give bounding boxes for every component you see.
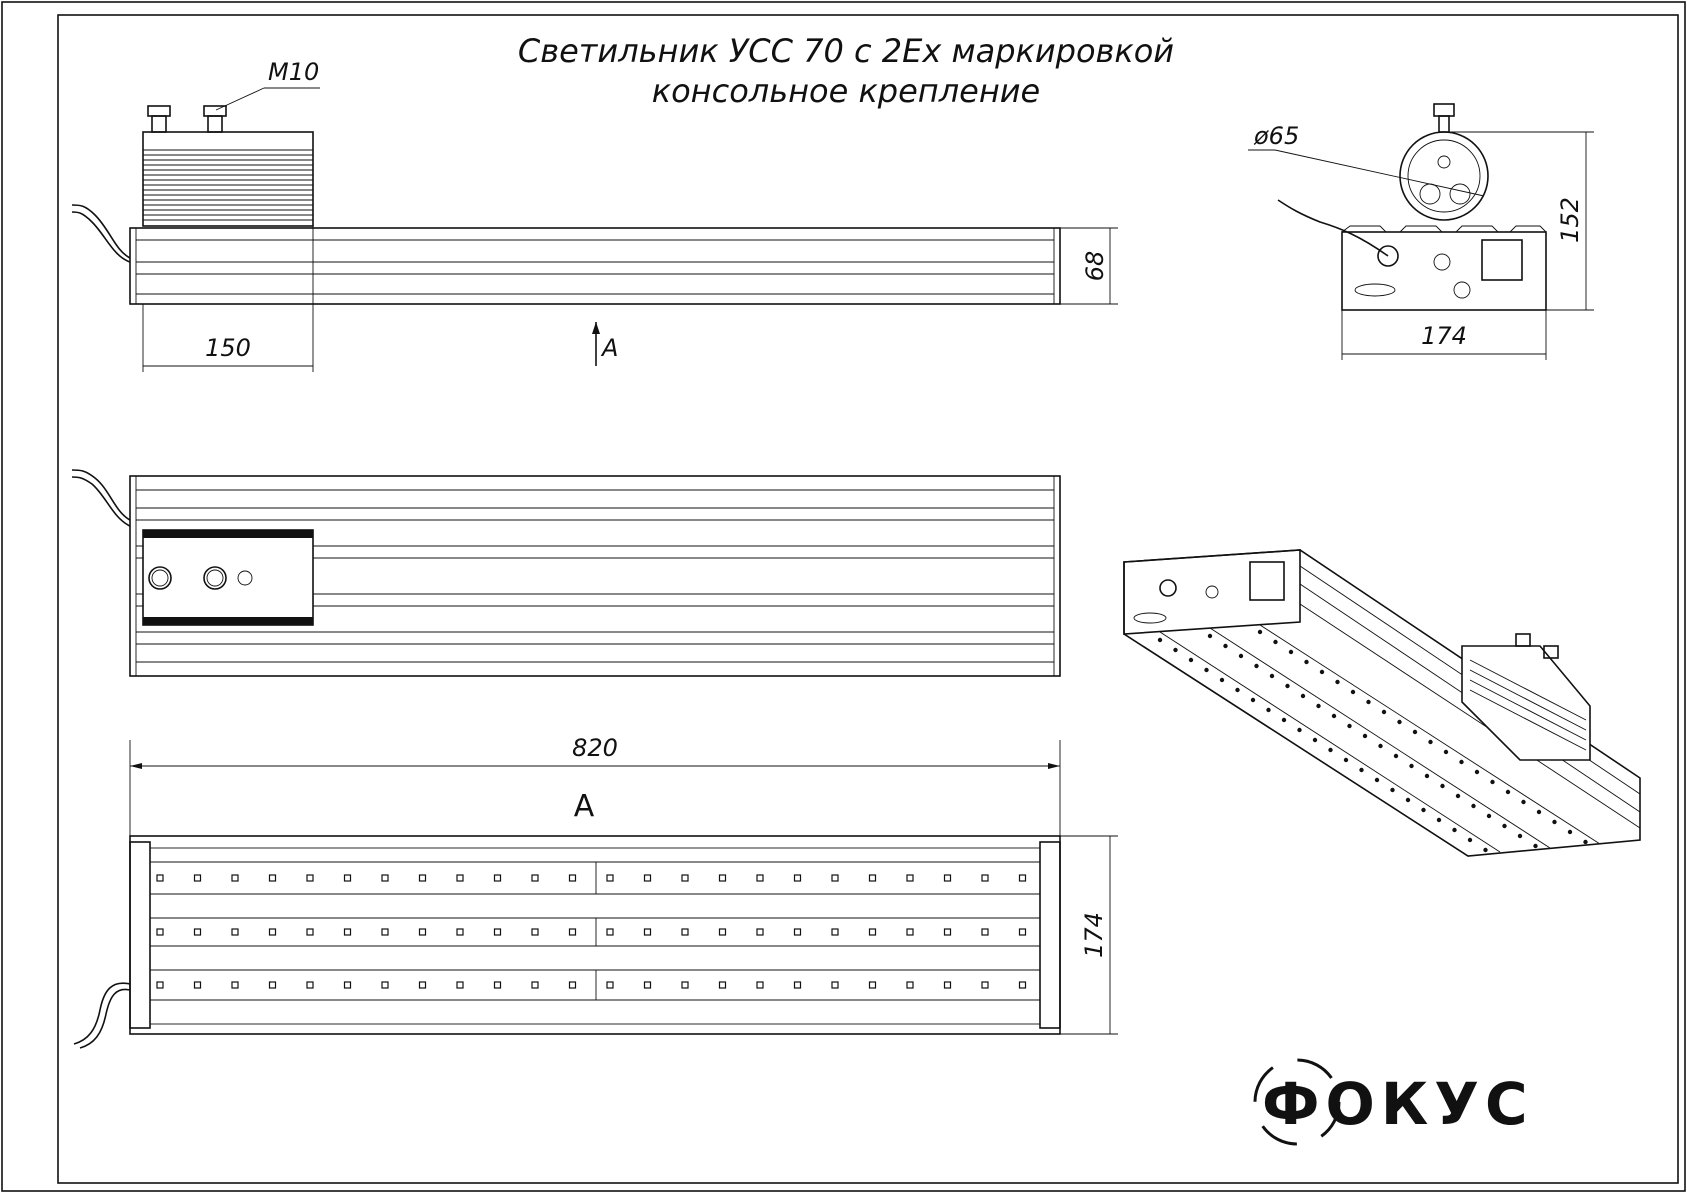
iso-led-dot (1285, 684, 1289, 688)
dim-150-label: 150 (205, 334, 251, 362)
led-dot (270, 875, 276, 881)
iso-led-dot (1406, 798, 1410, 802)
iso-led-dot (1273, 640, 1277, 644)
led-dot (307, 929, 313, 935)
iso-led-dot (1332, 714, 1336, 718)
led-dot (270, 982, 276, 988)
bottom-view (74, 734, 1118, 1048)
iso-led-dot (1189, 658, 1193, 662)
led-dot (720, 875, 726, 881)
led-dot (945, 982, 951, 988)
led-dot (832, 929, 838, 935)
iso-led-dot (1421, 808, 1425, 812)
iso-led-dot (1394, 754, 1398, 758)
led-dot (757, 929, 763, 935)
iso-led-dot (1471, 804, 1475, 808)
led-dot (757, 875, 763, 881)
iso-led-dot (1502, 824, 1506, 828)
led-dot (232, 875, 238, 881)
iso-led-dot (1487, 814, 1491, 818)
led-dot (157, 929, 163, 935)
dim-68-label: 68 (1081, 250, 1109, 282)
iso-led-dot (1239, 654, 1243, 658)
led-dot (345, 929, 351, 935)
led-dot (195, 875, 201, 881)
led-dot (607, 929, 613, 935)
led-dot (495, 982, 501, 988)
dim-174-bottom-label: 174 (1080, 912, 1108, 958)
iso-led-dot (1397, 720, 1401, 724)
iso-led-dot (1258, 630, 1262, 634)
view-label: A (573, 789, 595, 824)
iso-led-dot (1444, 750, 1448, 754)
led-dot (382, 875, 388, 881)
end-view (1248, 104, 1594, 360)
led-dot (982, 875, 988, 881)
view-arrow-label: A (602, 334, 619, 362)
led-dot (232, 929, 238, 935)
led-dot (495, 929, 501, 935)
iso-led-dot (1208, 634, 1212, 638)
bolt-left (148, 106, 170, 132)
led-dot (757, 982, 763, 988)
bracket-top (143, 530, 313, 625)
label-plate (1482, 240, 1522, 280)
led-dot (870, 875, 876, 881)
isometric-view (1124, 550, 1640, 856)
cable-bottom (74, 983, 130, 1044)
iso-led-dot (1378, 744, 1382, 748)
led-dot (495, 875, 501, 881)
iso-led-dot (1313, 738, 1317, 742)
iso-led-dot (1204, 668, 1208, 672)
iso-led-dot (1235, 688, 1239, 692)
iso-led-dot (1533, 844, 1537, 848)
led-dot (232, 982, 238, 988)
led-dot (795, 875, 801, 881)
led-dot (795, 929, 801, 935)
bracket-fins (143, 150, 313, 220)
led-dot (645, 875, 651, 881)
top-view (72, 470, 1060, 676)
iso-led-dot (1437, 818, 1441, 822)
led-dot (307, 982, 313, 988)
drawing-title-line1: Светильник УСС 70 с 2Ех маркировкой (517, 32, 1175, 70)
led-dot (570, 982, 576, 988)
mount-pipe-circle (1400, 132, 1488, 220)
led-dot (907, 982, 913, 988)
led-dot (345, 982, 351, 988)
iso-led-dot (1304, 660, 1308, 664)
led-dot (532, 929, 538, 935)
iso-led-dot (1223, 644, 1227, 648)
led-dot (907, 875, 913, 881)
led-dot (832, 982, 838, 988)
led-dot (832, 875, 838, 881)
iso-led-dot (1158, 638, 1162, 642)
led-dot (570, 929, 576, 935)
iso-led-dot (1335, 680, 1339, 684)
led-dot (982, 929, 988, 935)
iso-led-dot (1359, 768, 1363, 772)
led-dot (532, 982, 538, 988)
led-dot (195, 982, 201, 988)
iso-led-dot (1328, 748, 1332, 752)
iso-led-dot (1583, 840, 1587, 844)
iso-led-dot (1428, 740, 1432, 744)
led-dot (907, 929, 913, 935)
iso-led-dot (1254, 664, 1258, 668)
led-dot (982, 982, 988, 988)
led-dot (870, 982, 876, 988)
led-dot (420, 875, 426, 881)
iso-led-dot (1537, 810, 1541, 814)
led-dot (645, 929, 651, 935)
iso-led-dot (1251, 698, 1255, 702)
iso-led-dot (1173, 648, 1177, 652)
iso-led-dot (1266, 708, 1270, 712)
dim-m10-label: M10 (268, 58, 320, 86)
led-dot (682, 982, 688, 988)
iso-led-dot (1390, 788, 1394, 792)
led-dot (645, 982, 651, 988)
led-dot (420, 929, 426, 935)
iso-led-dot (1475, 770, 1479, 774)
led-dot (1020, 875, 1026, 881)
iso-led-dot (1347, 724, 1351, 728)
iso-led-dot (1282, 718, 1286, 722)
bracket-body (143, 132, 313, 226)
iso-led-dot (1425, 774, 1429, 778)
led-dot (532, 875, 538, 881)
led-dot (457, 875, 463, 881)
iso-led-dot (1375, 778, 1379, 782)
iso-led-dot (1568, 830, 1572, 834)
iso-led-dot (1220, 678, 1224, 682)
led-dot (420, 982, 426, 988)
iso-led-dot (1351, 690, 1355, 694)
iso-led-dot (1440, 784, 1444, 788)
iso-led-dot (1366, 700, 1370, 704)
led-dot (870, 929, 876, 935)
iso-led-dot (1289, 650, 1293, 654)
led-dot (945, 929, 951, 935)
led-dot (682, 929, 688, 935)
led-dot (157, 982, 163, 988)
iso-led-dot (1552, 820, 1556, 824)
iso-led-dot (1490, 780, 1494, 784)
iso-led-dot (1270, 674, 1274, 678)
led-dot (1020, 929, 1026, 935)
led-dot (682, 875, 688, 881)
brand-name: ФОКУС (1262, 1070, 1534, 1138)
led-dot (607, 875, 613, 881)
iso-bracket (1462, 646, 1590, 760)
drawing-title-line2: консольное крепление (651, 72, 1041, 110)
cable-end (1278, 200, 1388, 256)
iso-led-dot (1459, 760, 1463, 764)
iso-led-dot (1316, 704, 1320, 708)
led-dot (457, 929, 463, 935)
led-dot (157, 875, 163, 881)
iso-led-dot (1456, 794, 1460, 798)
dim-152-label: 152 (1556, 197, 1584, 243)
led-dot (570, 875, 576, 881)
iso-led-dot (1518, 834, 1522, 838)
led-dot (795, 982, 801, 988)
dim-diameter-label: ø65 (1254, 122, 1300, 150)
iso-led-dot (1297, 728, 1301, 732)
dim-820-label: 820 (572, 734, 618, 762)
end-plate (1342, 232, 1546, 310)
led-dot (307, 875, 313, 881)
led-dot (607, 982, 613, 988)
led-dot (720, 982, 726, 988)
led-dot (945, 875, 951, 881)
led-dot (382, 929, 388, 935)
iso-led-dot (1363, 734, 1367, 738)
iso-led-dot (1413, 730, 1417, 734)
led-rows (157, 875, 1026, 988)
led-dot (457, 982, 463, 988)
luminaire-body-side (130, 228, 1060, 304)
led-dot (720, 929, 726, 935)
led-dot (382, 982, 388, 988)
led-dot (270, 929, 276, 935)
iso-led-dot (1452, 828, 1456, 832)
iso-led-dot (1382, 710, 1386, 714)
brand-logo (1255, 1060, 1534, 1144)
bolt-right (204, 106, 226, 132)
iso-led-dot (1468, 838, 1472, 842)
iso-led-dot (1506, 790, 1510, 794)
iso-led-dot (1344, 758, 1348, 762)
iso-led-dot (1483, 848, 1487, 852)
iso-led-dot (1521, 800, 1525, 804)
dim-174-end-label: 174 (1421, 322, 1467, 350)
led-dot (1020, 982, 1026, 988)
iso-led-dot (1409, 764, 1413, 768)
led-dot (195, 929, 201, 935)
iso-led-dot (1301, 694, 1305, 698)
iso-led-dot (1320, 670, 1324, 674)
led-dot (345, 875, 351, 881)
